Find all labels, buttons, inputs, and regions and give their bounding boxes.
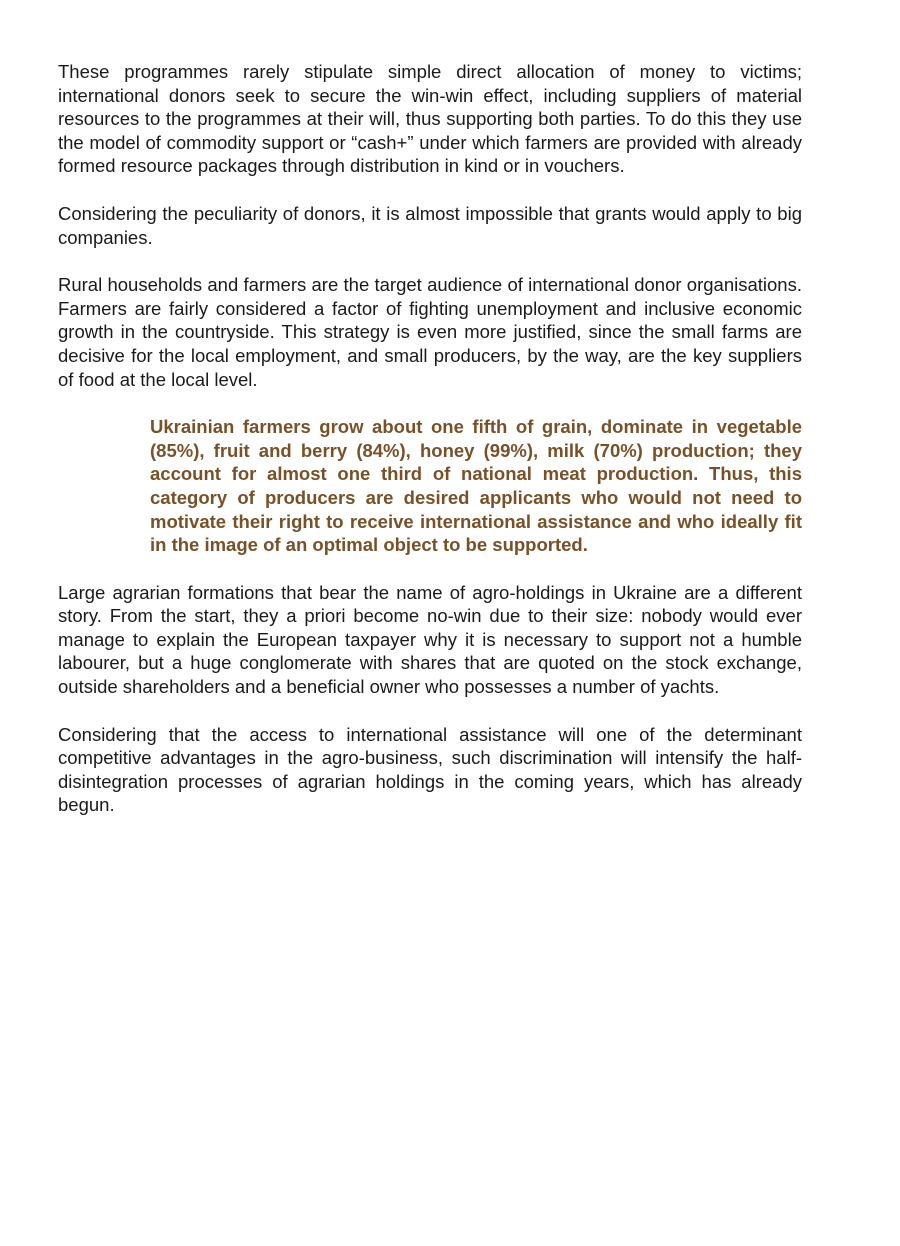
paragraph-international-assistance: Considering that the access to international assistance will one of the determinant competitive advantages in the agro-business, such discrimination will intensify the half-disintegration processes of agrarian holdings in the coming years, which has already begun. bbox=[58, 723, 802, 816]
paragraph-donor-programmes: These programmes rarely stipulate simple direct allocation of money to victims; international donors seek to secure the win-win effect, including suppliers of material resources to the programmes at their will, thus supporting both parties. To do this they use the model of commodity support or “cash+” under which farmers are provided with already formed resource packages through distribution in kind or in vouchers. bbox=[58, 61, 802, 177]
document-page bbox=[58, 60, 802, 841]
paragraph-donor-peculiarity: Considering the peculiarity of donors, it is almost impossible that grants would apply to big companies. bbox=[58, 202, 802, 248]
paragraph-rural-households: Rural households and farmers are the target audience of international donor organisations. Farmers are fairly considered a factor of fighting unemployment and inclusive economic growth in the countryside. This strategy is even more justified, since the small farms are decisive for the local employment, and small producers, by the way, are the key suppliers of food at the local level. bbox=[58, 274, 802, 390]
callout-ukrainian-farmers: Ukrainian farmers grow about one fifth of grain, dominate in vegetable (85%), fruit and berry (84%), honey (99%), milk (70%) production; they account for almost one third of national meat production. Thus, this category of producers are desired applicants who would not need to motivate their right to receive international assistance and who ideally fit in the image of an optimal object to be supported. bbox=[150, 416, 802, 556]
paragraph-agro-holdings: Large agrarian formations that bear the name of agro-holdings in Ukraine are a different story. From the start, they a priori become no-win due to their size: nobody would ever manage to explain the European taxpayer why it is necessary to support not a humble labourer, but a huge conglomerate with shares that are quoted on the stock exchange, outside shareholders and a beneficial owner who possesses a number of yachts. bbox=[58, 581, 802, 698]
